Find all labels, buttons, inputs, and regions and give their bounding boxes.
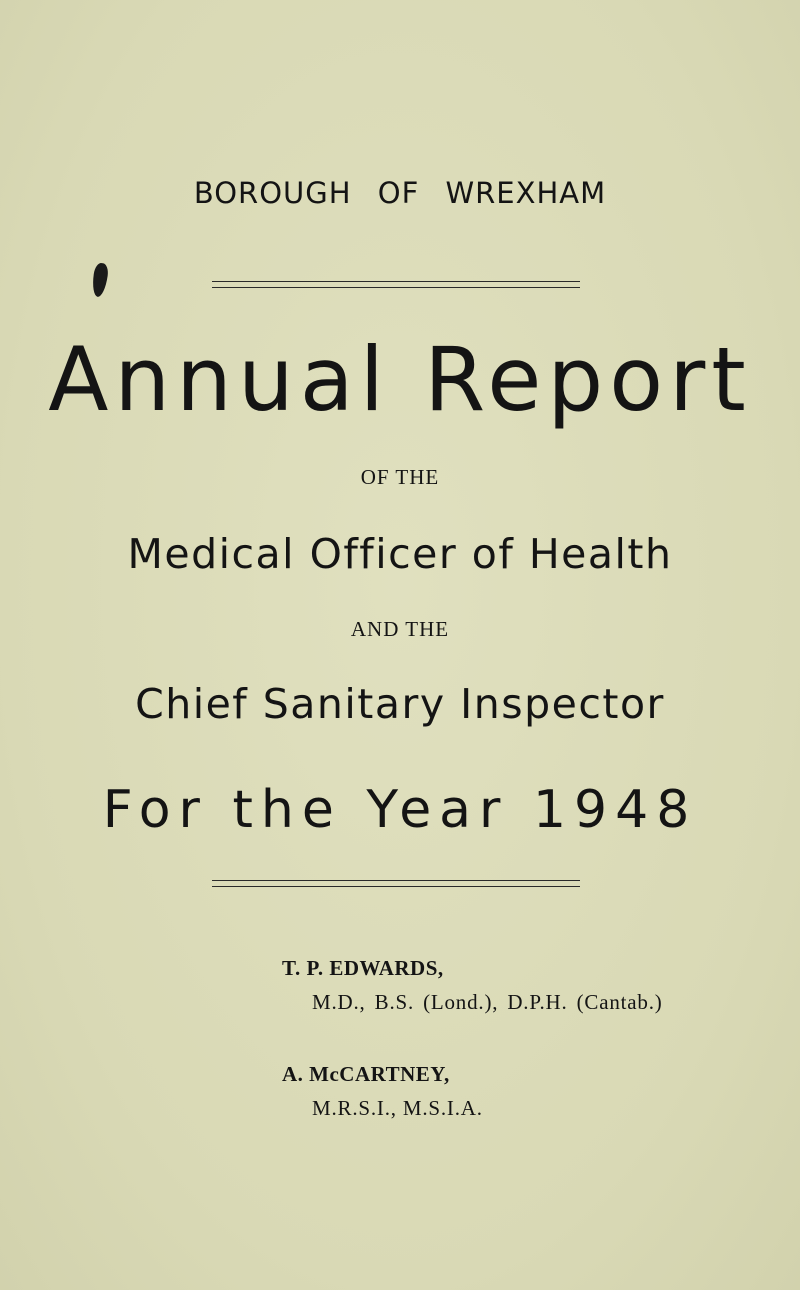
author-name [282,956,444,981]
author-name [282,1062,450,1087]
top-double-rule [212,281,580,288]
report-year-heading: For the Year 1948 [102,780,698,840]
bottom-double-rule [212,880,580,887]
ink-blot [91,262,110,298]
report-title: Annual Report [48,328,752,431]
author-name-text: A. McCARTNEY, [282,1062,450,1086]
chief-inspector-heading: Chief Sanitary Inspector [135,680,665,728]
and-the-text: AND THE [350,617,450,641]
author-name-text: T. P. EDWARDS, [282,956,444,980]
author-qualifications: M.D., B.S. (Lond.), D.P.H. (Cantab.) [312,990,663,1014]
borough-heading: BOROUGH OF WREXHAM [193,176,607,210]
medical-officer-heading: Medical Officer of Health [127,530,673,578]
of-the-text: OF THE [360,465,440,489]
author-qualifications: M.R.S.I., M.S.I.A. [312,1096,483,1120]
